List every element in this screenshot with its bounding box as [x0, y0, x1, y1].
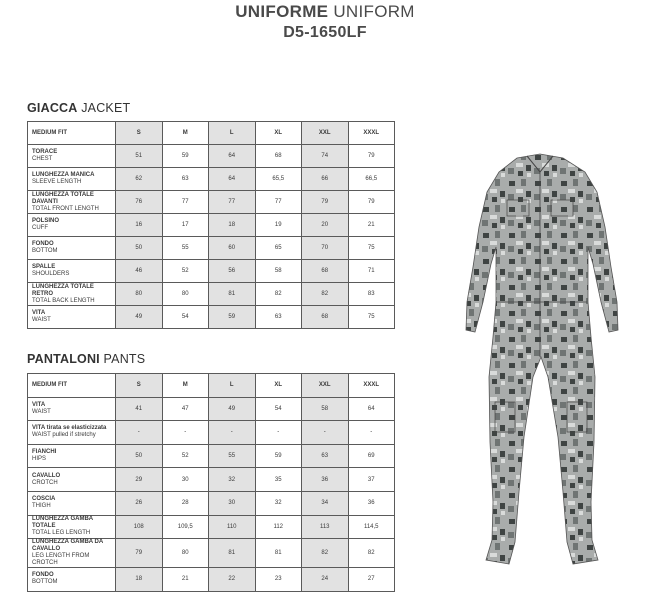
measure-value: - — [116, 421, 163, 445]
measure-value: 81 — [209, 539, 256, 568]
measure-value: 46 — [116, 260, 163, 283]
measure-value: 50 — [116, 237, 163, 260]
measure-label-en: LEG LENGTH FROM CROTCH — [32, 553, 90, 567]
measure-value: 52 — [162, 260, 209, 283]
measure-label-en: BOTTOM — [32, 248, 58, 254]
measure-label — [28, 539, 116, 568]
measure-label-it: SPALLE — [32, 264, 56, 270]
size-header: XL — [255, 374, 302, 398]
pants-title-rest: PANTS — [103, 352, 146, 366]
measure-value: 36 — [302, 468, 349, 492]
measure-label-en: WAIST — [32, 317, 51, 323]
measure-value: 68 — [302, 260, 349, 283]
measure-value: 82 — [255, 283, 302, 306]
fit-label: MEDIUM FIT — [28, 122, 116, 145]
size-header: S — [116, 122, 163, 145]
measure-label-it: VITA — [32, 401, 46, 408]
size-header: XL — [255, 122, 302, 145]
measure-label-en: TOTAL FRONT LENGTH — [32, 205, 99, 212]
measure-label — [28, 168, 116, 191]
measure-value: 49 — [116, 306, 163, 329]
measure-value: 79 — [348, 191, 395, 214]
measure-label-en: HIPS — [32, 456, 47, 463]
measure-value: 112 — [255, 515, 302, 539]
jacket-title-rest: JACKET — [81, 101, 131, 115]
measure-label-en: TOTAL LEG LENGTH — [32, 530, 91, 537]
table-row — [28, 214, 395, 237]
measure-value: 65 — [255, 237, 302, 260]
measure-label-en: SLEEVE LENGTH — [32, 179, 82, 185]
table-row — [28, 397, 395, 421]
measure-value: 36 — [348, 491, 395, 515]
measure-value: 109,5 — [162, 515, 209, 539]
measure-value: 64 — [348, 397, 395, 421]
measure-value: 82 — [348, 539, 395, 568]
measure-label-it: FIANCHI — [32, 449, 57, 456]
measure-label-it: FONDO — [32, 572, 54, 579]
jacket-size-table — [27, 121, 395, 329]
measure-label-en: SHOULDERS — [32, 271, 70, 277]
measure-value: 79 — [302, 191, 349, 214]
table-row — [28, 468, 395, 492]
title-bold: UNIFORME — [235, 2, 329, 21]
measure-value: 32 — [255, 491, 302, 515]
pants-title-bold: PANTALONI — [27, 352, 100, 366]
measure-label-it: LUNGHEZZA MANICA — [32, 172, 95, 178]
measure-value: 30 — [209, 491, 256, 515]
measure-label — [28, 260, 116, 283]
table-row — [28, 260, 395, 283]
measure-value: 82 — [302, 283, 349, 306]
measure-label-it: VITA tirata se elasticizzata — [32, 425, 107, 432]
measure-value: 68 — [255, 145, 302, 168]
measure-value: 23 — [255, 568, 302, 592]
measure-label-it: VITA — [32, 310, 46, 316]
measure-value: 21 — [162, 568, 209, 592]
measure-value: 21 — [348, 214, 395, 237]
measure-label-en: CUFF — [32, 225, 48, 231]
measure-value: 41 — [116, 397, 163, 421]
measure-value: 71 — [348, 260, 395, 283]
table-row — [28, 444, 395, 468]
measure-value: 30 — [162, 468, 209, 492]
table-row — [28, 568, 395, 592]
measure-value: 54 — [162, 306, 209, 329]
measure-value: 64 — [209, 145, 256, 168]
table-row — [28, 283, 395, 306]
measure-label-it: FONDO — [32, 241, 54, 247]
measure-value: 26 — [116, 491, 163, 515]
measure-label-en: CHEST — [32, 156, 53, 162]
table-header-row — [28, 122, 395, 145]
table-row — [28, 191, 395, 214]
measure-value: 63 — [255, 306, 302, 329]
measure-value: 28 — [162, 491, 209, 515]
table-row — [28, 306, 395, 329]
measure-value: 64 — [209, 168, 256, 191]
measure-value: 80 — [162, 283, 209, 306]
measure-value: 77 — [255, 191, 302, 214]
measure-label — [28, 491, 116, 515]
measure-value: 59 — [162, 145, 209, 168]
pants-section-title — [27, 352, 145, 366]
measure-value: 77 — [209, 191, 256, 214]
measure-value: 66 — [302, 168, 349, 191]
title-rest: UNIFORM — [333, 2, 415, 21]
measure-label — [28, 306, 116, 329]
fit-label: MEDIUM FIT — [28, 374, 116, 398]
measure-value: 65,5 — [255, 168, 302, 191]
table-row — [28, 168, 395, 191]
size-header: L — [209, 122, 256, 145]
size-header: M — [162, 122, 209, 145]
measure-value: - — [302, 421, 349, 445]
measure-label — [28, 283, 116, 306]
measure-value: 110 — [209, 515, 256, 539]
measure-value: - — [209, 421, 256, 445]
measure-value: 58 — [302, 397, 349, 421]
measure-value: 47 — [162, 397, 209, 421]
measure-label-it: POLSINO — [32, 218, 60, 224]
measure-value: 68 — [302, 306, 349, 329]
measure-label — [28, 145, 116, 168]
measure-label-en: THIGH — [32, 503, 51, 510]
measure-label — [28, 568, 116, 592]
measure-label — [28, 515, 116, 539]
measure-value: - — [162, 421, 209, 445]
jacket-title-bold: GIACCA — [27, 101, 78, 115]
measure-value: 55 — [162, 237, 209, 260]
table-row — [28, 145, 395, 168]
size-header: M — [162, 374, 209, 398]
measure-label-en: BOTTOM — [32, 579, 58, 586]
measure-label — [28, 397, 116, 421]
size-header: L — [209, 374, 256, 398]
table-row — [28, 491, 395, 515]
measure-value: 80 — [162, 539, 209, 568]
measure-value: 76 — [116, 191, 163, 214]
size-header: XXXL — [348, 122, 395, 145]
measure-value: 55 — [209, 444, 256, 468]
measure-label-it: LUNGHEZZA GAMBA TOTALE — [32, 516, 93, 530]
measure-label — [28, 421, 116, 445]
measure-value: 37 — [348, 468, 395, 492]
measure-value: 70 — [302, 237, 349, 260]
measure-value: 77 — [162, 191, 209, 214]
size-header: XXXL — [348, 374, 395, 398]
measure-label-it: TORACE — [32, 149, 58, 155]
measure-value: 18 — [209, 214, 256, 237]
measure-value: 32 — [209, 468, 256, 492]
measure-label-en: WAIST — [32, 408, 51, 415]
measure-value: 108 — [116, 515, 163, 539]
measure-value: 20 — [302, 214, 349, 237]
size-header: S — [116, 374, 163, 398]
measure-value: 63 — [302, 444, 349, 468]
measure-label — [28, 191, 116, 214]
measure-value: 81 — [209, 283, 256, 306]
measure-label-en: TOTAL BACK LENGTH — [32, 297, 95, 304]
measure-value: 27 — [348, 568, 395, 592]
measure-value: 34 — [302, 491, 349, 515]
size-header: XXL — [302, 122, 349, 145]
measure-value: 82 — [302, 539, 349, 568]
table-row — [28, 237, 395, 260]
measure-value: 49 — [209, 397, 256, 421]
table-row — [28, 539, 395, 568]
measure-label-it: COSCIA — [32, 496, 56, 503]
measure-value: 35 — [255, 468, 302, 492]
measure-value: 22 — [209, 568, 256, 592]
measure-value: 74 — [302, 145, 349, 168]
measure-value: 51 — [116, 145, 163, 168]
measure-value: 54 — [255, 397, 302, 421]
measure-value: 113 — [302, 515, 349, 539]
measure-value: 81 — [255, 539, 302, 568]
measure-label-it: LUNGHEZZA GAMBA DA CAVALLO — [32, 539, 103, 553]
measure-value: 24 — [302, 568, 349, 592]
measure-value: 16 — [116, 214, 163, 237]
table-row — [28, 421, 395, 445]
measure-label — [28, 468, 116, 492]
measure-value: 58 — [255, 260, 302, 283]
measure-value: - — [255, 421, 302, 445]
measure-label-en: CROTCH — [32, 479, 58, 486]
measure-value: 17 — [162, 214, 209, 237]
measure-label — [28, 214, 116, 237]
page-title — [0, 2, 650, 22]
measure-label-it: LUNGHEZZA TOTALE DAVANTI — [32, 191, 94, 205]
table-row — [28, 515, 395, 539]
measure-value: 62 — [116, 168, 163, 191]
measure-value: 80 — [116, 283, 163, 306]
measure-value: 59 — [209, 306, 256, 329]
measure-value: - — [348, 421, 395, 445]
measure-value: 29 — [116, 468, 163, 492]
measure-value: 69 — [348, 444, 395, 468]
table-header-row — [28, 374, 395, 398]
measure-value: 114,5 — [348, 515, 395, 539]
measure-value: 79 — [348, 145, 395, 168]
measure-value: 59 — [255, 444, 302, 468]
measure-value: 83 — [348, 283, 395, 306]
measure-value: 56 — [209, 260, 256, 283]
size-header: XXL — [302, 374, 349, 398]
measure-label — [28, 444, 116, 468]
measure-value: 66,5 — [348, 168, 395, 191]
measure-label-it: CAVALLO — [32, 472, 61, 479]
measure-value: 50 — [116, 444, 163, 468]
pants-size-table — [27, 373, 395, 592]
measure-label-it: LUNGHEZZA TOTALE RETRO — [32, 283, 94, 297]
measure-value: 63 — [162, 168, 209, 191]
measure-value: 79 — [116, 539, 163, 568]
measure-value: 75 — [348, 306, 395, 329]
measure-value: 75 — [348, 237, 395, 260]
measure-value: 19 — [255, 214, 302, 237]
model-code: D5-1650LF — [283, 24, 367, 41]
measure-label-en: WAIST pulled if stretchy — [32, 432, 96, 439]
measure-label — [28, 237, 116, 260]
measure-value: 52 — [162, 444, 209, 468]
uniform-image — [455, 152, 625, 577]
jacket-section-title — [27, 101, 130, 115]
measure-value: 18 — [116, 568, 163, 592]
measure-value: 60 — [209, 237, 256, 260]
